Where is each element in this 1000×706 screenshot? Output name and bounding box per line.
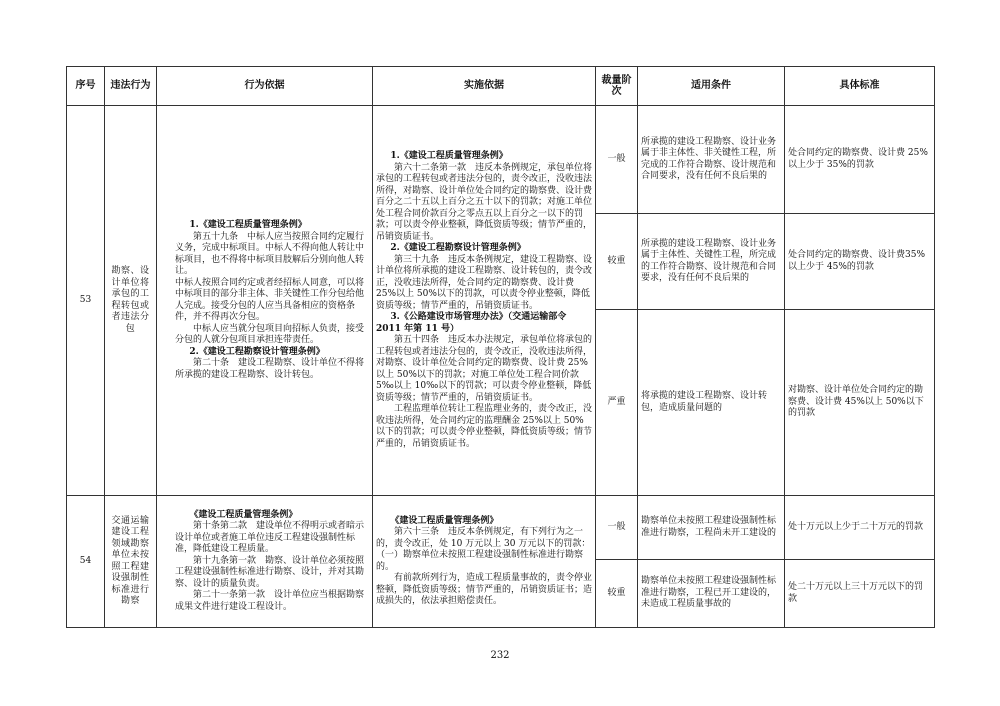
- condition-cell: 将承揽的建设工程勘察、设计转包，造成质量问题的: [638, 310, 785, 496]
- level-cell: 严重: [596, 310, 638, 496]
- row-impl: [373, 106, 596, 496]
- impl-title: 1.《建设工程质量管理条例》: [390, 151, 508, 161]
- condition-cell: 所承揽的建设工程勘察、设计业务属于非主体性、非关键性工程，所完成的工作符合勘察、设计规范和合同要求，没有任何不良后果的: [638, 106, 785, 214]
- impl-title: 《建设工程质量管理条例》: [390, 515, 499, 526]
- impl-para: 第六十二条第一款 违反本条例规定，承包单位将承包的工程转包或者违法分包的，责令改正，没收违法所得，对勘察、设计单位处合同约定的勘察费、设计费百分之二十五以上百分之五十以下的罚款；对施工单位处工程合同价款百分之零点五以上百分之一以下的罚款；可以责令停业整顿，降低资质等级；情节严重的，吊销资质证书。: [376, 162, 593, 242]
- level-cell: 一般: [596, 496, 638, 560]
- basis-para: 第二十条 建设工程勘察、设计单位不得将所承揽的建设工程勘察、设计转包。: [175, 358, 365, 380]
- header-violation: 违法行为: [105, 67, 157, 106]
- condition-cell: 所承揽的建设工程勘察、设计业务属于主体性、关键性工程，所完成的工作符合勘察、设计规范和合同要求，没有任何不良后果的: [638, 214, 785, 310]
- header-standard: 具体标准: [785, 67, 935, 106]
- condition-cell: 勘察单位未按照工程建设强制性标准进行勘察，工程已开工建设的，未造成工程质量事故的: [638, 560, 785, 628]
- basis-para: 第二十一条第一款 设计单位应当根据勘察成果文件进行建设工程设计。: [175, 590, 365, 612]
- impl-title: 2.《建设工程勘察设计管理条例》: [390, 243, 526, 253]
- table-row: [67, 496, 935, 560]
- basis-para: 中标人按照合同约定或者经招标人同意，可以将中标项目的部分非主体、非关键性工作分包给他人完成。接受分包的人应当具备相应的资格条件，并不得再次分包。: [175, 277, 365, 322]
- impl-title: 3.《公路建设市场管理办法》（交通运输部令 2011 年第 11 号）: [376, 312, 567, 334]
- header-basis: 行为依据: [157, 67, 373, 106]
- row-basis: [157, 106, 373, 496]
- basis-title: 《建设工程质量管理条例》: [189, 509, 298, 520]
- impl-para: 第五十四条 违反本办法规定，承包单位将承包的工程转包或者违法分包的，责令改正，没收违法所得，对勘察、设计单位处合同约定的勘察费、设计费 25%以上 50%以下的罚款；对施工单位处工程合同价款 5‰以上 10‰以下的罚款；可以责令停业整顿，降低资质等级；情节严重的，吊销资质证书。: [376, 335, 593, 403]
- penalty-table: [66, 66, 935, 628]
- basis-title: 2.《建设工程勘察设计管理条例》: [189, 346, 325, 357]
- impl-para: 有前款所列行为，造成工程质量事故的，责令停业整顿，降低资质等级；情节严重的，吊销资质证书；造成损失的，依法承担赔偿责任。: [376, 573, 593, 606]
- impl-para: 第六十三条 违反本条例规定，有下列行为之一的，责令改正，处 10 万元以上 30 万元以下的罚款：（一）勘察单位未按照工程建设强制性标准进行勘察的。: [376, 527, 591, 572]
- header-condition: 适用条件: [638, 67, 785, 106]
- table-row: [67, 106, 935, 214]
- row-seq: 53: [67, 106, 105, 496]
- header-impl: 实施依据: [373, 67, 596, 106]
- level-cell: 一般: [596, 106, 638, 214]
- impl-para: 工程监理单位转让工程监理业务的，责令改正，没收违法所得，处合同约定的监理酬金 25%以上 50%以下的罚款；可以责令停业整顿，降低资质等级；情节严重的，吊销资质证书。: [376, 404, 593, 449]
- row-violation: 勘察、设计单位将承包的工程转包或者违法分包: [105, 106, 157, 496]
- standard-cell: 处二十万元以上三十万元以下的罚款: [785, 560, 935, 628]
- header-level: 裁量阶次: [596, 67, 638, 106]
- header-seq: 序号: [67, 67, 105, 106]
- basis-para: 第五十九条 中标人应当按照合同约定履行义务，完成中标项目。中标人不得向他人转让中标项目，也不得将中标项目肢解后分别向他人转让。: [175, 231, 365, 276]
- basis-title: 1.《建设工程质量管理条例》: [189, 220, 307, 230]
- page-number: 232: [490, 650, 510, 661]
- basis-para: 第十条第二款 建设单位不得明示或者暗示设计单位或者施工单位违反工程建设强制性标准，降低建设工程质量。: [175, 521, 365, 555]
- row-seq: 54: [67, 496, 105, 628]
- condition-cell: 勘察单位未按照工程建设强制性标准进行勘察，工程尚未开工建设的: [638, 496, 785, 560]
- header-row: [67, 67, 935, 106]
- basis-para: 第十九条第一款 勘察、设计单位必须按照工程建设强制性标准进行勘察、设计，并对其勘察、设计的质量负责。: [175, 555, 365, 589]
- standard-cell: 对勘察、设计单位处合同约定的勘察费、设计费 45%以上 50%以下的罚款: [785, 310, 935, 496]
- row-violation: 交通运输建设工程领域勘察单位未按照工程建设强制性标准进行勘察: [105, 496, 157, 628]
- impl-para: 第三十九条 违反本条例规定，建设工程勘察、设计单位将所承揽的建设工程勘察、设计转包的，责令改正，没收违法所得，处合同约定的勘察费、设计费 25%以上 50%以下的罚款，可以责令停业整顿，降低资质等级；情节严重的，吊销资质证书。: [376, 254, 593, 311]
- row-basis: [157, 496, 373, 628]
- standard-cell: 处合同约定的勘察费、设计费 25%以上少于 35%的罚款: [785, 106, 935, 214]
- standard-cell: 处合同约定的勘察费、设计费35%以上少于 45%的罚款: [785, 214, 935, 310]
- standard-cell: 处十万元以上少于二十万元的罚款: [785, 496, 935, 560]
- row-impl: [373, 496, 596, 628]
- basis-para: 中标人应当就分包项目向招标人负责，接受分包的人就分包项目承担连带责任。: [175, 323, 365, 345]
- level-cell: 较重: [596, 560, 638, 628]
- level-cell: 较重: [596, 214, 638, 310]
